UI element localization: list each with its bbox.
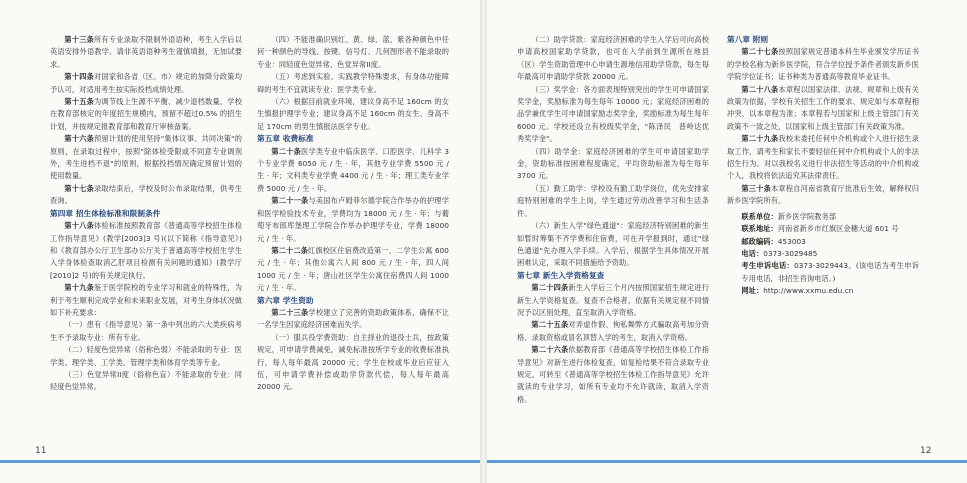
article-text: 依据教育部《普通高等学校招生体检工作指导意见》对新生进行体检复查，如复检结果不符合录取专业规定，可转至《普通高等学校招生体检工作指导意见》允许就读的专业学习，如所有专业均不允许就读，取消入学资格。 (517, 345, 709, 404)
article-number: 第三十条 (741, 183, 772, 193)
article-paragraph (50, 133, 242, 183)
contact-key: 联系单位： (741, 211, 778, 221)
article-number: 第二十八条 (741, 84, 779, 94)
article-text: （三）色觉异常II度（俗称色盲）不能录取的专业：同轻度色觉异常。 (50, 369, 242, 392)
right-page-column-2 (727, 34, 919, 298)
contact-line (727, 285, 919, 297)
chapter-heading: 第七章 新生入学资格复查 (517, 270, 605, 280)
article-number: 第十三条 (64, 35, 95, 44)
article-text: 医学类专业中临床医学、口腔医学、儿科学 3 个专业学费 6050 元 / 生 · 年，其他专业学费 5500 元 / 生 · 年；文科类专业学费 4400 元 / 生 · 年；理工类专业学费 5000 元 / 生 · 年。 (257, 146, 449, 193)
article-text: （三）奖学金：各方面表现特别突出的学生可申请国家奖学金，奖励标准为每生每年 10000 元；家庭经济困难的品学兼优学生可申请国家励志奖学金，奖励标准为每生每年 6000 元。学校还设立有校级奖学金，"陈泽民 普岭达优秀奖学金"。 (517, 84, 709, 144)
article-text: 预留计划的使用坚持"集体议事、共同决策"的原则，在录取过程中，按照"除体检受限或不同意专业调剂外，考生进档不退"的原则，根据投档情况确定预留计划的使用数量。 (50, 134, 242, 181)
article-text: （四）助学金：家庭经济困难的学生可申请国家助学金，资助标准按困难程度确定，平均资助标准为每生每年 3700 元。 (517, 146, 709, 181)
contact-info (727, 211, 919, 298)
right-page (487, 0, 967, 483)
clause-paragraph (517, 183, 709, 220)
page-number-right: 12 (920, 446, 932, 456)
chapter-heading: 第六章 学生资助 (257, 295, 314, 305)
article-number: 第二十条 (271, 146, 302, 156)
article-number: 第二十三条 (271, 307, 309, 317)
article-paragraph (517, 319, 709, 344)
contact-key: 邮政编码： (741, 236, 778, 246)
article-paragraph (257, 307, 449, 332)
right-page-column-1 (517, 34, 709, 406)
article-paragraph (727, 133, 919, 183)
article-paragraph (727, 84, 919, 134)
clause-paragraph (257, 71, 449, 96)
article-number: 第二十二条 (271, 245, 309, 255)
contact-key: 网址： (741, 286, 764, 296)
article-paragraph (727, 46, 919, 83)
article-text: （六）根据目前就业环境，建议身高不足 160cm 的女生慎报护理学专业；建议身高不足 160cm 的女生、身高不足 170cm 的男生慎报法医学专业。 (257, 97, 449, 131)
contact-line (727, 260, 919, 285)
clause-paragraph (257, 96, 449, 133)
left-page (0, 0, 480, 483)
chapter-heading: 第四章 招生体检标准和限制条件 (50, 208, 161, 218)
article-text: 本章程以国家法律、法规、规章和上级有关政策为依据，学校有关招生工作的要求、规定如与本章程相冲突，以本章程为准；本章程若与国家和上级主管部门有关政策不一致之处，以国家和上级主管部门有关政策为准。 (727, 84, 919, 131)
clause-paragraph (50, 344, 242, 369)
contact-value: http://www.xxmu.edu.cn (763, 286, 854, 296)
chapter-heading: 第八章 附则 (727, 35, 769, 44)
contact-line (727, 223, 919, 235)
bottom-rule-right (487, 460, 967, 463)
contact-value: 453003 (777, 236, 806, 246)
article-paragraph (50, 282, 242, 319)
left-page-column-1 (50, 34, 242, 394)
article-text: （六）新生入学"绿色通道"：家庭经济特别困难的新生如暂时筹集不齐学费和住宿费，可在开学报到时，通过"绿色通道"先办理入学手续。入学后，根据学生具体情况开展困难认定，采取不同措施给予资助。 (517, 221, 709, 268)
article-text: 与美国布卢姆菲尔德学院合作举办的护理学和医学检验技术专业，学费均为 18000 元 / 生 · 年；与葡萄牙布郎库堡理工学院合作举办护理学专业，学费 18000 元 / 生 · 年。 (257, 196, 449, 243)
article-number: 第二十五条 (531, 320, 569, 330)
contact-line (727, 248, 919, 260)
left-page-column-2 (257, 34, 449, 394)
contact-key: 电话： (741, 248, 764, 258)
article-number: 第二十九条 (741, 134, 779, 144)
contact-key: 考生申诉电话： (741, 261, 795, 271)
article-text: 为调节线上生源不平衡、减少退档数量，学校在教育部核定的年度招生规模内，预留不超过0.5% 的招生计划，并按规定报教育部和教育厅审核备案。 (50, 97, 242, 131)
clause-paragraph (257, 34, 449, 71)
article-paragraph (727, 183, 919, 208)
page-number-left: 11 (35, 446, 47, 456)
clause-paragraph (50, 369, 242, 394)
clause-paragraph (517, 34, 709, 84)
article-text: 录取结束后，学校及时公布录取结果，供考生查询。 (50, 183, 242, 206)
article-number: 第十八条 (64, 221, 95, 231)
article-paragraph (50, 96, 242, 133)
article-text: 红旗校区住宿费改造第一、二学生公寓 600 元 / 生 · 年；其他公寓六人间 800 元 / 生 · 年，四人间 1000 元 / 生 · 年；唐山社区学生公寓住宿费四人间 1000 元 / 生 · 年。 (257, 245, 449, 293)
article-text: （五）考虑到实验、实践教学特殊要求，有身体功能障碍的考生不宜就读专业：医学类专业。 (257, 72, 449, 94)
article-paragraph (50, 183, 242, 208)
article-paragraph (257, 146, 449, 196)
article-text: 对国家和各省（区、市）规定的加降分政策均予认可，对适用考生按实际投档成绩处理。 (50, 72, 242, 94)
article-text: （五）勤工助学：学校设有勤工助学岗位，优先安排家庭特别困难的学生上岗，学生通过劳动改善学习和生活条件。 (517, 183, 709, 218)
clause-paragraph (50, 319, 242, 344)
contact-key: 联系地址： (741, 224, 778, 234)
contact-line (727, 211, 919, 223)
article-text: 所有专业录取不限制外语语种，考生入学后以英语安排外语教学。请非英语语种考生谨慎填报，无加试要求。 (50, 35, 242, 69)
contact-value: 河南省新乡市红旗区金穗大道 601 号 (777, 224, 899, 234)
article-text: （一）服兵役学费资助：自主择业的退役士兵，按政策规定，可申请学费减免，减免标准按所学专业的收费标准执行，每人每年最高 20000 元；学生在校或毕业后应征入伍，可申请学费补偿或助学贷款代偿，每人每年最高 20000 元。 (257, 332, 449, 392)
article-number: 第二十四条 (531, 283, 569, 293)
article-number: 第十九条 (64, 283, 95, 293)
article-text: （一）患有《指导意见》第一条中列出的六大类疾病考生不予录取专业：所有专业。 (50, 320, 242, 342)
article-paragraph (257, 195, 449, 245)
article-text: （二）助学贷款：家庭经济困难的学生入学后可向高校申请高校国家助学贷款，也可在入学前到生源所在地县（区）学生资助管理中心申请生源地信用助学贷款，每生每年最高可申请助学贷款 20000 元。 (517, 35, 709, 82)
clause-paragraph (517, 220, 709, 270)
contact-value: 0373-3029485 (763, 248, 818, 258)
article-text: 体检标准按照教育部《普通高等学校招生体检工作指导意见》(教学[2003]3 号)(以下简称《指导意见》)和《教育部办公厅卫生部办公厅关于普通高等学校招生学生入学身体检查取消乙肝项目检测有关问题的通知》(教学厅[2010]2 号)的有关规定执行。 (50, 221, 242, 280)
book-gutter (480, 0, 487, 483)
article-number: 第二十七条 (741, 47, 779, 57)
article-text: （四）不能准确识别红、黄、绿、蓝、紫各种颜色中任何一种颜色的导线、按键、信号灯、几何图形者不能录取的专业：同轻度色觉异常、色觉异常II度。 (257, 35, 449, 69)
article-paragraph (50, 34, 242, 71)
article-text: 对弄虚作假、徇私舞弊方式骗取高考加分资格、录取资格或冒名顶替入学的考生，取消入学资格。 (517, 320, 709, 342)
article-text: （二）轻度色觉异常（俗称色弱）不能录取的专业：医学类、理学类、工学类、管理学类和体育学类等专业。 (50, 345, 242, 367)
article-number: 第十五条 (64, 97, 95, 107)
contact-value: 0373-3029443。(该电话为考生申诉专用电话，非招生咨询电话。) (741, 261, 920, 283)
article-text: 鉴于医学院校的专业学习和就业的特殊性，为利于考生顺利完成学业和未来职业发展，对考生身体状况做如下补充要求： (50, 283, 242, 317)
article-number: 第十六条 (64, 134, 95, 144)
article-text: 按照国家规定普通本科生毕业颁发学历证书的学校名称为新乡医学院，符合学位授予条件者颁发新乡医学院学位证书；证书种类为普通高等教育毕业证书。 (727, 47, 919, 82)
article-number: 第十四条 (64, 72, 95, 82)
article-number: 第二十六条 (531, 345, 569, 355)
chapter-heading: 第五章 收费标准 (257, 134, 314, 144)
clause-paragraph (517, 146, 709, 183)
article-text: 我校未委托任何中介机构或个人进行招生录取工作，请考生和家长不要轻信任何中介机构或个人的非法招生行为。对以我校名义进行非法招生等活动的中介机构或个人，我校将依法追究其法律责任。 (727, 134, 919, 181)
appendix-articles (727, 34, 919, 208)
clause-paragraph (517, 84, 709, 146)
bottom-rule-left (0, 460, 480, 463)
article-text: 学校建立了完善的资助政策体系，确保不让一名学生因家庭经济困难而失学。 (257, 307, 449, 330)
article-number: 第二十一条 (271, 196, 309, 206)
article-paragraph (257, 245, 449, 295)
article-number: 第十七条 (64, 183, 95, 193)
article-paragraph (50, 71, 242, 96)
article-text: 本章程自河南省教育厅批准后生效，解释权归新乡医学院所有。 (727, 183, 919, 206)
article-paragraph (517, 344, 709, 406)
article-paragraph (50, 220, 242, 282)
article-text: 新生入学后三个月内按照国家招生规定进行新生入学资格复查。复查不合格者，依据有关规定视不同情况予以区别处理，直至取消入学资格。 (517, 283, 709, 317)
contact-value: 新乡医学院教务部 (777, 211, 837, 221)
article-paragraph (517, 282, 709, 319)
clause-paragraph (257, 332, 449, 394)
contact-line (727, 236, 919, 248)
